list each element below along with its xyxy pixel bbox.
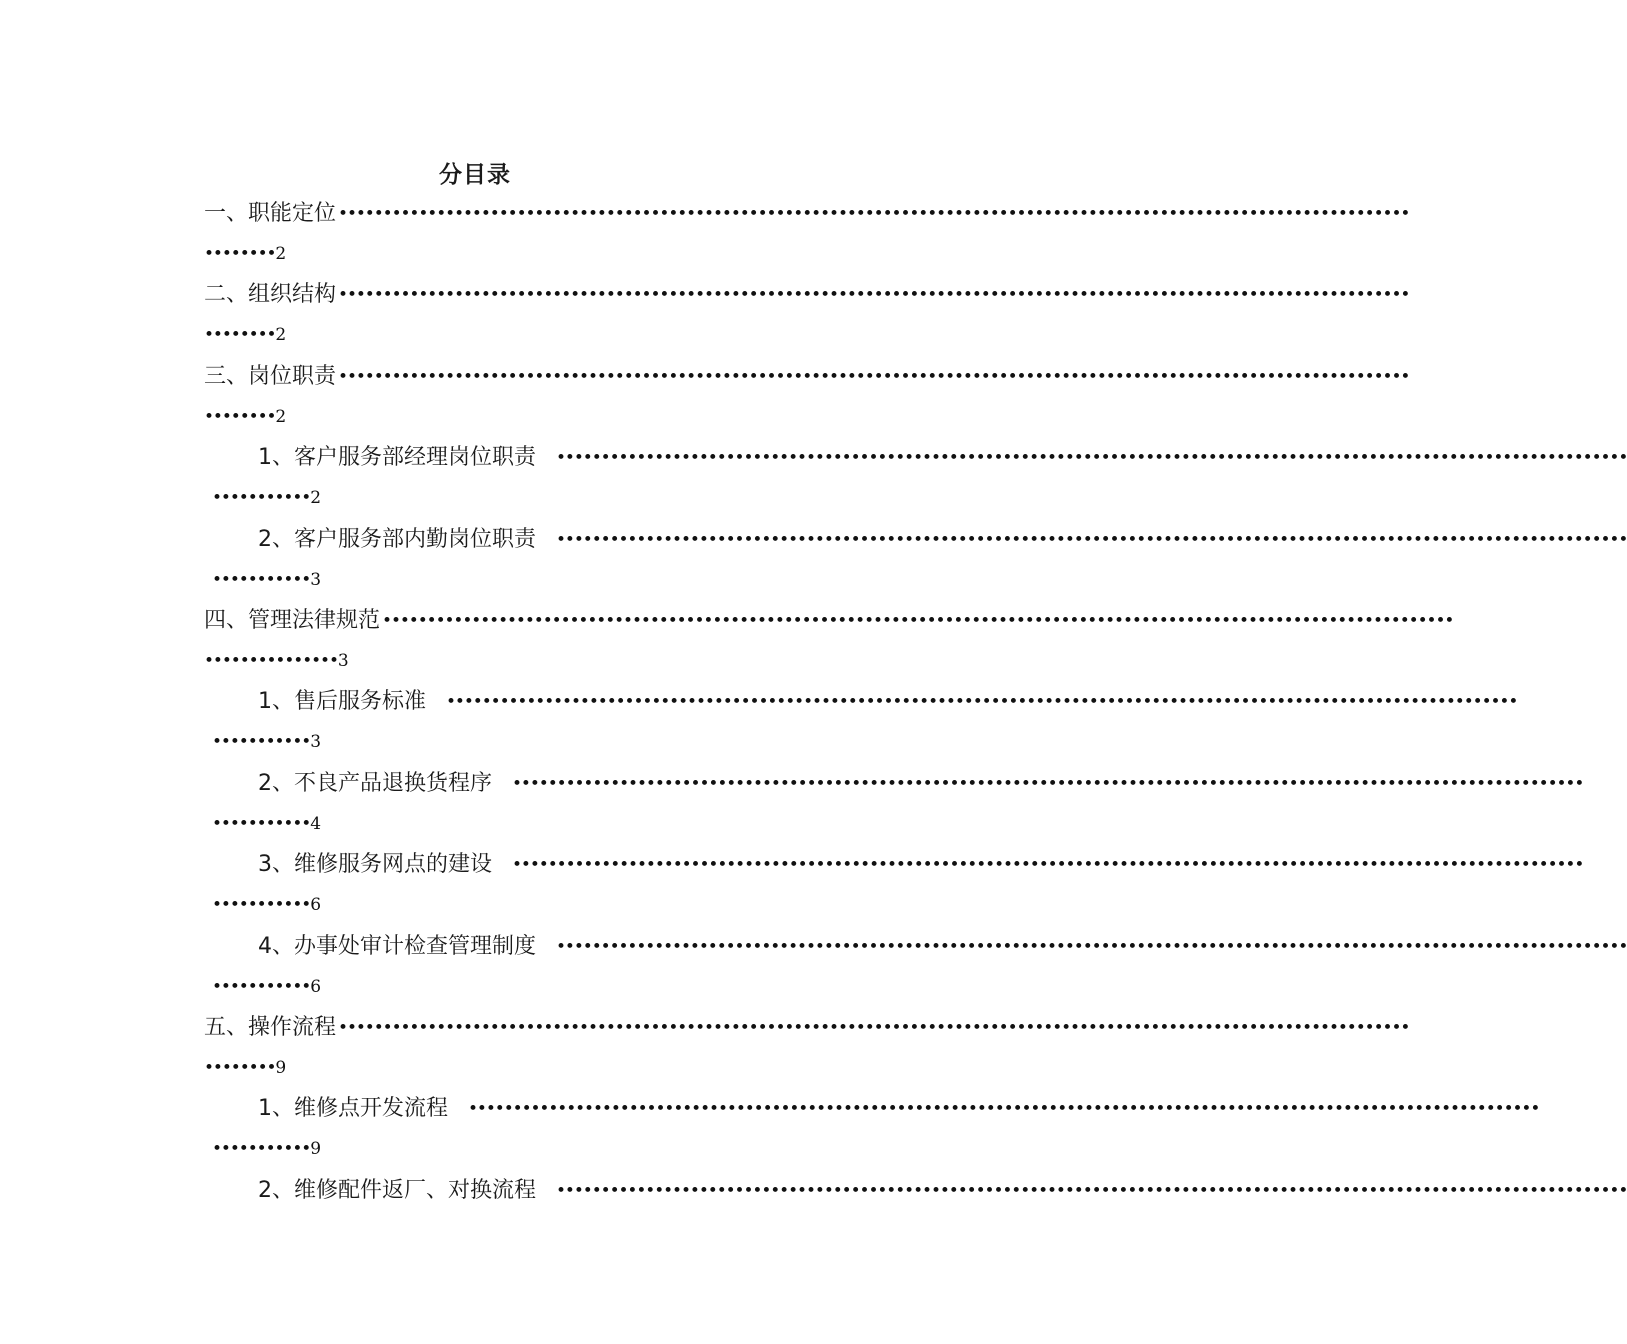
toc-entry[interactable] <box>0 442 1627 524</box>
toc-entry[interactable] <box>0 605 1454 687</box>
toc-entry[interactable] <box>0 686 1518 768</box>
toc-entry-line <box>258 686 1518 718</box>
toc-entry-continuation <box>212 482 321 514</box>
toc-entry-line <box>258 849 1584 881</box>
toc-leader-dots: •••••••••••••••••••••••••••••••••••••••••••••••••••••••••••••••••••••••••••••••••••••••••••••••••••••••••••••••••••••••• <box>556 530 1627 550</box>
toc-leader-dots: ••••••••••• <box>212 488 311 508</box>
toc-entry-line <box>204 1012 1410 1044</box>
toc-page-number: 9 <box>275 1058 287 1078</box>
toc-leader-dots: •••••••••••••••••••••••••••••••••••••••••••••••••••••••••••••••••••••••••••••••••••••••••••••••••••••••••••••••••••••••• <box>512 855 1584 875</box>
toc-leader-dots: •••••••• <box>204 325 276 345</box>
toc-entry-label: 3、维修服务网点的建设 <box>258 852 492 877</box>
toc-leader-dots: •••••••••••••••••••••••••••••••••••••••••••••••••••••••••••••••••••••••••••••••••••••••••••••••••••••••••••••••••••••••• <box>468 1099 1540 1119</box>
toc-leader-dots: •••••••••••••••••••••••••••••••••••••••••••••••••••••••••••••••••••••••••••••••••••••••••••••••••••••••••••••••••••••••• <box>338 204 1410 224</box>
toc-page-number: 4 <box>310 814 322 834</box>
toc-entry-line <box>258 1093 1540 1125</box>
toc-leader-dots: •••••••••••••••••••••••••••••••••••••••••••••••••••••••••••••••••••••••••••••••••••••••••••••••••••••••••••••••••••••••• <box>382 611 1454 631</box>
toc-entry-label: 1、维修点开发流程 <box>258 1096 448 1121</box>
toc-page-number: 6 <box>310 895 322 915</box>
toc-entry-line <box>204 198 1410 230</box>
toc-entry-label: 2、维修配件返厂、对换流程 <box>258 1178 536 1203</box>
toc-leader-dots: •••••••• <box>204 244 276 264</box>
toc-entry[interactable] <box>0 1012 1410 1094</box>
toc-entry-label: 2、客户服务部内勤岗位职责 <box>258 527 536 552</box>
toc-entry-label: 2、不良产品退换货程序 <box>258 771 492 796</box>
toc-entry-continuation <box>212 889 321 921</box>
toc-entry-line <box>258 524 1627 556</box>
toc-entry-line <box>258 1175 1627 1207</box>
toc-entry-label: 一、职能定位 <box>204 201 337 226</box>
toc-leader-dots: •••••••••••••••••••••••••••••••••••••••••••••••••••••••••••••••••••••••••••••••••••••••••••••••••••••••••••••••••••••••• <box>338 285 1410 305</box>
toc-leader-dots: ••••••••••• <box>212 977 311 997</box>
toc-leader-dots: •••••••••••••••••••••••••••••••••••••••••••••••••••••••••••••••••••••••••••••••••••••••••••••••••••••••••••••••••••••••• <box>338 1018 1410 1038</box>
toc-entry-continuation <box>204 1052 286 1084</box>
toc-entry-line <box>258 768 1584 800</box>
toc-entry-label: 4、办事处审计检查管理制度 <box>258 934 536 959</box>
toc-page-number: 9 <box>310 1139 322 1159</box>
toc-leader-dots: •••••••••••••••••••••••••••••••••••••••••••••••••••••••••••••••••••••••••••••••••••••••••••••••••••••••••••••••••••••••• <box>338 367 1410 387</box>
toc-entry[interactable] <box>0 1093 1540 1175</box>
toc-leader-dots: ••••••••••• <box>212 732 311 752</box>
toc-leader-dots: •••••••••••••••••••••••••••••••••••••••••••••••••••••••••••••••••••••••••••••••••••••••••••••••••••••••••••••••••••••••• <box>556 937 1627 957</box>
toc-entry[interactable] <box>0 361 1410 443</box>
toc-leader-dots: •••••••• <box>204 1058 276 1078</box>
toc-page-number: 2 <box>275 407 287 427</box>
toc-entry-label: 1、售后服务标准 <box>258 689 426 714</box>
toc-leader-dots: ••••••••••• <box>212 895 311 915</box>
toc-entry-continuation <box>212 808 321 840</box>
toc-entry[interactable] <box>0 279 1410 361</box>
toc-page-number: 2 <box>275 325 287 345</box>
toc-leader-dots: ••••••••••• <box>212 1139 311 1159</box>
toc-page-number: 6 <box>310 977 322 997</box>
toc-page-number: 3 <box>310 732 322 752</box>
toc-entry-line <box>258 931 1627 963</box>
toc-entry[interactable] <box>0 198 1410 280</box>
toc-entry-continuation <box>212 726 321 758</box>
toc-leader-dots: ••••••••••• <box>212 570 311 590</box>
toc-title: 分目录 <box>439 162 511 188</box>
toc-entry-label: 1、客户服务部经理岗位职责 <box>258 445 536 470</box>
toc-entry-continuation <box>212 1133 321 1165</box>
toc-entry[interactable] <box>0 849 1584 931</box>
toc-page-number: 2 <box>310 488 322 508</box>
toc-entry-line <box>258 442 1627 474</box>
toc-entry-line <box>204 279 1410 311</box>
toc-entry-continuation <box>212 971 321 1003</box>
toc-leader-dots: ••••••••••• <box>212 814 311 834</box>
toc-entry[interactable] <box>0 1175 1627 1257</box>
toc-entry-continuation <box>204 645 349 677</box>
toc-page-number: 3 <box>310 570 322 590</box>
toc-page-number: 2 <box>275 244 287 264</box>
toc-leader-dots: •••••••••••••••••••••••••••••••••••••••••••••••••••••••••••••••••••••••••••••••••••••••••••••••••••••••••••••••••••••••• <box>512 774 1584 794</box>
toc-leader-dots: •••••••• <box>204 407 276 427</box>
toc-leader-dots: ••••••••••••••• <box>204 651 338 671</box>
toc-entry-continuation <box>204 238 286 270</box>
toc-leader-dots: •••••••••••••••••••••••••••••••••••••••••••••••••••••••••••••••••••••••••••••••••••••••••••••••••••••••••••••••••••••••• <box>556 1181 1627 1201</box>
toc-entry-continuation <box>204 401 286 433</box>
toc-entry-label: 三、岗位职责 <box>204 364 337 389</box>
toc-entry-label: 二、组织结构 <box>204 282 337 307</box>
toc-leader-dots: •••••••••••••••••••••••••••••••••••••••••••••••••••••••••••••••••••••••••••••••••••••••••••••••••••••••••••••••••••••••• <box>556 448 1627 468</box>
toc-entry[interactable] <box>0 524 1627 606</box>
toc-entry-continuation <box>212 564 321 596</box>
toc-page-number: 3 <box>337 651 349 671</box>
toc-entry[interactable] <box>0 931 1627 1013</box>
toc-entry-line <box>204 361 1410 393</box>
toc-entry-label: 五、操作流程 <box>204 1015 337 1040</box>
toc-entry-label: 四、管理法律规范 <box>204 608 381 633</box>
toc-entry-line <box>204 605 1454 637</box>
toc-entry-continuation <box>204 319 286 351</box>
toc-entry[interactable] <box>0 768 1584 850</box>
toc-leader-dots: •••••••••••••••••••••••••••••••••••••••••••••••••••••••••••••••••••••••••••••••••••••••••••••••••••••••••••••••••••••••• <box>446 692 1518 712</box>
